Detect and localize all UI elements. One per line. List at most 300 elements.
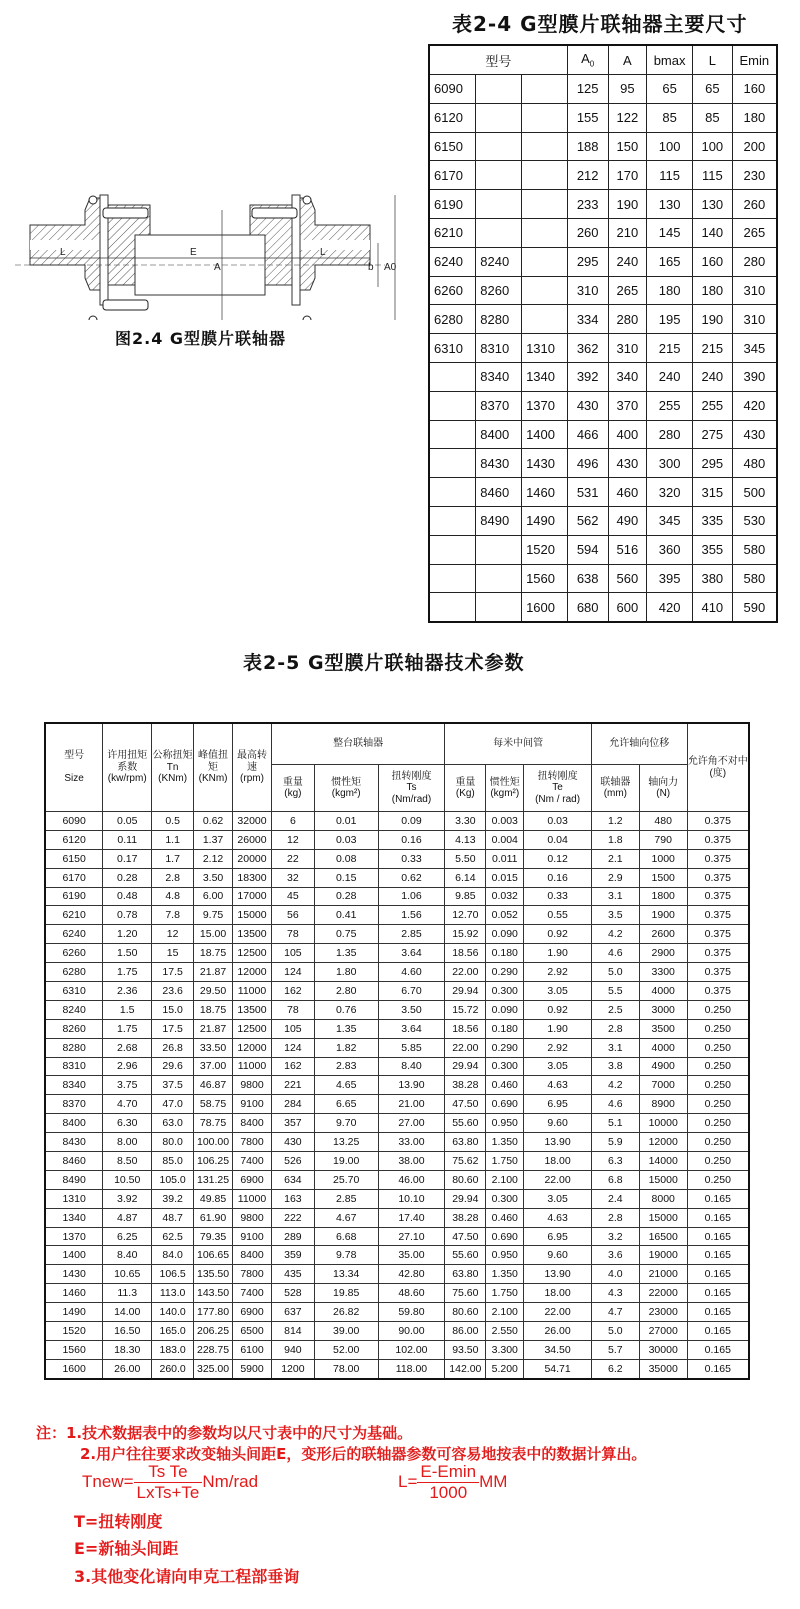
value-cell: 13.90 — [378, 1076, 445, 1095]
table-row — [429, 132, 777, 161]
size-cell — [522, 218, 568, 247]
table24-title: 表2-4 G型膜片联轴器主要尺寸 — [452, 12, 748, 36]
value-cell: 12000 — [233, 963, 272, 982]
size-cell — [476, 161, 522, 190]
header-a0: $A_0$ — [567, 45, 608, 75]
note-line-3: 3.其他变化请向申克工程部垂询 — [74, 1567, 300, 1586]
value-cell: 75.62 — [445, 1152, 486, 1171]
value-cell: 22.00 — [445, 963, 486, 982]
size-cell: 6310 — [429, 334, 476, 363]
value-cell: 15000 — [233, 906, 272, 925]
value-cell: 3.05 — [524, 1189, 592, 1208]
table-row — [45, 868, 749, 887]
value-cell: 30000 — [639, 1340, 687, 1359]
value-cell: 6.65 — [314, 1095, 378, 1114]
dimension-cell: 680 — [567, 593, 608, 622]
dimension-cell: 190 — [692, 305, 732, 334]
value-cell: 46.00 — [378, 1170, 445, 1189]
value-cell: 25.70 — [314, 1170, 378, 1189]
value-cell: 4.0 — [591, 1265, 639, 1284]
value-cell: 27.10 — [378, 1227, 445, 1246]
dimension-cell: 100 — [647, 132, 693, 161]
header-axial-coupling: 联轴器 (mm) — [591, 765, 639, 812]
value-cell: 0.250 — [687, 1076, 749, 1095]
value-cell: 12500 — [233, 944, 272, 963]
value-cell: 435 — [271, 1265, 314, 1284]
value-cell: 9100 — [233, 1227, 272, 1246]
size-cell: 1520 — [45, 1322, 103, 1341]
dimension-cell: 165 — [647, 247, 693, 276]
dimension-cell: 255 — [647, 391, 693, 420]
table-row — [45, 1095, 749, 1114]
value-cell: 3.30 — [445, 812, 486, 831]
value-cell: 1.35 — [314, 1019, 378, 1038]
value-cell: 2.36 — [103, 982, 152, 1001]
value-cell: 0.250 — [687, 1019, 749, 1038]
value-cell: 4.63 — [524, 1076, 592, 1095]
value-cell: 2.1 — [591, 849, 639, 868]
value-cell: 221 — [271, 1076, 314, 1095]
value-cell: 177.80 — [194, 1303, 233, 1322]
value-cell: 0.05 — [103, 812, 152, 831]
value-cell: 2.83 — [314, 1057, 378, 1076]
size-cell: 8370 — [476, 391, 522, 420]
value-cell: 2.8 — [591, 1208, 639, 1227]
dimension-cell: 390 — [732, 362, 777, 391]
value-cell: 5.1 — [591, 1114, 639, 1133]
value-cell: 21.00 — [378, 1095, 445, 1114]
value-cell: 38.00 — [378, 1152, 445, 1171]
table-row — [429, 535, 777, 564]
value-cell: 18.00 — [524, 1152, 592, 1171]
value-cell: 15000 — [639, 1208, 687, 1227]
value-cell: 9800 — [233, 1208, 272, 1227]
value-cell: 124 — [271, 963, 314, 982]
table-row — [45, 1246, 749, 1265]
value-cell: 0.015 — [486, 868, 524, 887]
value-cell: 206.25 — [194, 1322, 233, 1341]
value-cell: 45 — [271, 887, 314, 906]
value-cell: 0.165 — [687, 1189, 749, 1208]
dimension-cell: 380 — [692, 564, 732, 593]
dimension-cell: 345 — [647, 506, 693, 535]
value-cell: 140.0 — [152, 1303, 194, 1322]
value-cell: 6900 — [233, 1303, 272, 1322]
value-cell: 2.100 — [486, 1303, 524, 1322]
dimension-cell: 430 — [732, 420, 777, 449]
value-cell: 8400 — [233, 1114, 272, 1133]
value-cell: 6900 — [233, 1170, 272, 1189]
table-row — [45, 963, 749, 982]
value-cell: 5.50 — [445, 849, 486, 868]
dimension-cell: 430 — [608, 449, 647, 478]
value-cell: 162 — [271, 982, 314, 1001]
coupling-drawing — [0, 170, 400, 320]
table-row — [45, 944, 749, 963]
value-cell: 19.85 — [314, 1284, 378, 1303]
value-cell: 2.92 — [524, 1038, 592, 1057]
value-cell: 6100 — [233, 1340, 272, 1359]
size-cell — [522, 276, 568, 305]
value-cell: 4000 — [639, 982, 687, 1001]
dimension-cell: 230 — [732, 161, 777, 190]
value-cell: 80.60 — [445, 1170, 486, 1189]
value-cell: 93.50 — [445, 1340, 486, 1359]
value-cell: 2900 — [639, 944, 687, 963]
value-cell: 0.250 — [687, 1133, 749, 1152]
value-cell: 0.375 — [687, 925, 749, 944]
dim-l-right: L — [320, 247, 326, 258]
value-cell: 0.052 — [486, 906, 524, 925]
size-cell — [429, 391, 476, 420]
table-row — [45, 887, 749, 906]
value-cell: 102.00 — [378, 1340, 445, 1359]
size-cell — [429, 478, 476, 507]
table-row — [429, 420, 777, 449]
size-cell: 6150 — [45, 849, 103, 868]
dimension-cell: 280 — [608, 305, 647, 334]
header-torque-factor: 许用扭矩系数 (kw/rpm) — [103, 723, 152, 812]
value-cell: 100.00 — [194, 1133, 233, 1152]
size-cell — [429, 362, 476, 391]
dimension-cell: 115 — [692, 161, 732, 190]
value-cell: 0.165 — [687, 1265, 749, 1284]
size-cell: 1400 — [45, 1246, 103, 1265]
value-cell: 6.95 — [524, 1095, 592, 1114]
value-cell: 23.6 — [152, 982, 194, 1001]
value-cell: 106.25 — [194, 1152, 233, 1171]
size-cell: 8240 — [45, 1000, 103, 1019]
value-cell: 0.165 — [687, 1246, 749, 1265]
value-cell: 1.1 — [152, 830, 194, 849]
header-tube-stiffness: 扭转刚度 Te (Nm / rad) — [524, 765, 592, 812]
size-cell — [476, 535, 522, 564]
table-row — [45, 1019, 749, 1038]
value-cell: 1.80 — [314, 963, 378, 982]
value-cell: 80.60 — [445, 1303, 486, 1322]
value-cell: 3.6 — [591, 1246, 639, 1265]
technical-params-table — [44, 722, 750, 1380]
value-cell: 790 — [639, 830, 687, 849]
size-cell: 8280 — [476, 305, 522, 334]
value-cell: 0.165 — [687, 1322, 749, 1341]
value-cell: 0.950 — [486, 1114, 524, 1133]
value-cell: 8900 — [639, 1095, 687, 1114]
value-cell: 7800 — [233, 1133, 272, 1152]
value-cell: 5.9 — [591, 1133, 639, 1152]
size-cell: 6170 — [429, 161, 476, 190]
value-cell: 8.50 — [103, 1152, 152, 1171]
dimension-cell: 580 — [732, 564, 777, 593]
dimensions-table — [428, 44, 778, 623]
value-cell: 46.87 — [194, 1076, 233, 1095]
dimension-cell: 260 — [567, 218, 608, 247]
value-cell: 78 — [271, 925, 314, 944]
value-cell: 47.0 — [152, 1095, 194, 1114]
value-cell: 3.5 — [591, 906, 639, 925]
table-row — [429, 478, 777, 507]
dimension-cell: 95 — [608, 75, 647, 104]
value-cell: 19000 — [639, 1246, 687, 1265]
dimension-cell: 122 — [608, 103, 647, 132]
header-axial-force: 轴向力 (N) — [639, 765, 687, 812]
dimension-cell: 255 — [692, 391, 732, 420]
size-cell: 1430 — [45, 1265, 103, 1284]
dimension-cell: 190 — [608, 190, 647, 219]
value-cell: 1.82 — [314, 1038, 378, 1057]
value-cell: 0.09 — [378, 812, 445, 831]
header-whole-weight: 重量 (kg) — [271, 765, 314, 812]
value-cell: 10.65 — [103, 1265, 152, 1284]
dimension-cell: 150 — [608, 132, 647, 161]
value-cell: 18.00 — [524, 1284, 592, 1303]
value-cell: 4900 — [639, 1057, 687, 1076]
dimension-cell: 210 — [608, 218, 647, 247]
value-cell: 27000 — [639, 1322, 687, 1341]
value-cell: 143.50 — [194, 1284, 233, 1303]
table-row — [429, 218, 777, 247]
size-cell — [522, 190, 568, 219]
dimension-cell: 310 — [567, 276, 608, 305]
header-whole-inertia: 惯性矩 (kgm²) — [314, 765, 378, 812]
size-cell: 6310 — [45, 982, 103, 1001]
value-cell: 0.460 — [486, 1208, 524, 1227]
value-cell: 17.40 — [378, 1208, 445, 1227]
value-cell: 16500 — [639, 1227, 687, 1246]
dimension-cell: 180 — [692, 276, 732, 305]
value-cell: 131.25 — [194, 1170, 233, 1189]
value-cell: 1.37 — [194, 830, 233, 849]
value-cell: 0.180 — [486, 944, 524, 963]
size-cell — [429, 535, 476, 564]
dimension-cell: 310 — [608, 334, 647, 363]
table-row — [45, 1359, 749, 1378]
dimension-cell: 340 — [608, 362, 647, 391]
dimension-cell: 420 — [732, 391, 777, 420]
size-cell — [476, 75, 522, 104]
size-cell: 1310 — [522, 334, 568, 363]
dimension-cell: 212 — [567, 161, 608, 190]
table-row — [45, 1284, 749, 1303]
dimension-cell: 275 — [692, 420, 732, 449]
dimension-cell: 334 — [567, 305, 608, 334]
table25-header-row-1 — [45, 723, 749, 765]
value-cell: 118.00 — [378, 1359, 445, 1378]
header-l: L — [692, 45, 732, 75]
size-cell — [522, 247, 568, 276]
formula-tnew-fraction: $\frac{\text{Ts Te}}{\text{LxTs+Te}}$ — [134, 1462, 203, 1503]
value-cell: 0.460 — [486, 1076, 524, 1095]
table-row — [429, 449, 777, 478]
dimension-cell: 360 — [647, 535, 693, 564]
value-cell: 13.90 — [524, 1265, 592, 1284]
value-cell: 29.94 — [445, 982, 486, 1001]
value-cell: 0.16 — [378, 830, 445, 849]
table-row — [429, 75, 777, 104]
value-cell: 6500 — [233, 1322, 272, 1341]
value-cell: 814 — [271, 1322, 314, 1341]
value-cell: 4.8 — [152, 887, 194, 906]
value-cell: 23000 — [639, 1303, 687, 1322]
value-cell: 2.550 — [486, 1322, 524, 1341]
table-row — [45, 1133, 749, 1152]
size-cell: 1490 — [45, 1303, 103, 1322]
table-row — [429, 391, 777, 420]
value-cell: 105.0 — [152, 1170, 194, 1189]
table-row — [45, 906, 749, 925]
size-cell: 6240 — [429, 247, 476, 276]
value-cell: 35000 — [639, 1359, 687, 1378]
size-cell: 6120 — [429, 103, 476, 132]
value-cell: 1.50 — [103, 944, 152, 963]
value-cell: 0.33 — [524, 887, 592, 906]
value-cell: 7800 — [233, 1265, 272, 1284]
table-row — [45, 1152, 749, 1171]
value-cell: 29.94 — [445, 1189, 486, 1208]
value-cell: 7.8 — [152, 906, 194, 925]
value-cell: 6.3 — [591, 1152, 639, 1171]
size-cell: 6210 — [45, 906, 103, 925]
value-cell: 17.5 — [152, 963, 194, 982]
value-cell: 39.2 — [152, 1189, 194, 1208]
value-cell: 0.03 — [524, 812, 592, 831]
value-cell: 4.63 — [524, 1208, 592, 1227]
size-cell: 8400 — [45, 1114, 103, 1133]
table-row — [429, 247, 777, 276]
value-cell: 75.60 — [445, 1284, 486, 1303]
size-cell — [429, 506, 476, 535]
table-row — [45, 1057, 749, 1076]
value-cell: 0.62 — [378, 868, 445, 887]
table-row — [45, 1114, 749, 1133]
value-cell: 18.75 — [194, 1000, 233, 1019]
size-cell: 1370 — [45, 1227, 103, 1246]
size-cell — [476, 218, 522, 247]
size-cell: 6260 — [429, 276, 476, 305]
value-cell: 0.28 — [314, 887, 378, 906]
value-cell: 2.80 — [314, 982, 378, 1001]
value-cell: 0.250 — [687, 1114, 749, 1133]
value-cell: 3.92 — [103, 1189, 152, 1208]
dim-e: E — [190, 247, 197, 258]
dim-a: A — [214, 262, 221, 273]
dimension-cell: 590 — [732, 593, 777, 622]
header-tube-per-meter: 每米中间管 — [445, 723, 592, 765]
header-max-speed: 最高转速 (rpm) — [233, 723, 272, 812]
value-cell: 6.70 — [378, 982, 445, 1001]
value-cell: 6.95 — [524, 1227, 592, 1246]
table-row — [45, 1303, 749, 1322]
value-cell: 54.71 — [524, 1359, 592, 1378]
dimension-cell: 400 — [608, 420, 647, 449]
value-cell: 0.690 — [486, 1227, 524, 1246]
value-cell: 7400 — [233, 1284, 272, 1303]
value-cell: 4.2 — [591, 925, 639, 944]
value-cell: 0.165 — [687, 1303, 749, 1322]
value-cell: 15.0 — [152, 1000, 194, 1019]
value-cell: 62.5 — [152, 1227, 194, 1246]
value-cell: 18.30 — [103, 1340, 152, 1359]
dimension-cell: 580 — [732, 535, 777, 564]
value-cell: 1800 — [639, 887, 687, 906]
value-cell: 6.00 — [194, 887, 233, 906]
value-cell: 2.85 — [378, 925, 445, 944]
dimension-cell: 215 — [647, 334, 693, 363]
value-cell: 3.05 — [524, 982, 592, 1001]
dimension-cell: 233 — [567, 190, 608, 219]
size-cell: 6090 — [429, 75, 476, 104]
size-cell — [476, 564, 522, 593]
value-cell: 0.300 — [486, 1057, 524, 1076]
dimension-cell: 310 — [732, 305, 777, 334]
value-cell: 85.0 — [152, 1152, 194, 1171]
value-cell: 0.375 — [687, 849, 749, 868]
dimension-cell: 215 — [692, 334, 732, 363]
value-cell: 0.090 — [486, 1000, 524, 1019]
value-cell: 228.75 — [194, 1340, 233, 1359]
dimension-cell: 240 — [692, 362, 732, 391]
formula-l-fraction: $\frac{E-Emin}{1000}$ — [417, 1462, 479, 1503]
value-cell: 1200 — [271, 1359, 314, 1378]
value-cell: 4.60 — [378, 963, 445, 982]
dimension-cell: 265 — [732, 218, 777, 247]
formula-l: L= $\frac{E-Emin}{1000}$ MM — [398, 1462, 508, 1502]
dimension-cell: 160 — [692, 247, 732, 276]
value-cell: 3500 — [639, 1019, 687, 1038]
size-cell: 6170 — [45, 868, 103, 887]
dim-b: b — [368, 262, 374, 273]
size-cell: 1600 — [45, 1359, 103, 1378]
value-cell: 637 — [271, 1303, 314, 1322]
dimension-cell: 460 — [608, 478, 647, 507]
value-cell: 22.00 — [524, 1170, 592, 1189]
value-cell: 0.375 — [687, 887, 749, 906]
value-cell: 0.003 — [486, 812, 524, 831]
value-cell: 5.85 — [378, 1038, 445, 1057]
value-cell: 22000 — [639, 1284, 687, 1303]
size-cell: 1310 — [45, 1189, 103, 1208]
table-row — [45, 1340, 749, 1359]
value-cell: 14000 — [639, 1152, 687, 1171]
value-cell: 135.50 — [194, 1265, 233, 1284]
value-cell: 47.50 — [445, 1095, 486, 1114]
value-cell: 27.00 — [378, 1114, 445, 1133]
dimension-cell: 140 — [692, 218, 732, 247]
value-cell: 2.8 — [152, 868, 194, 887]
dimension-cell: 345 — [732, 334, 777, 363]
value-cell: 10.10 — [378, 1189, 445, 1208]
value-cell: 42.80 — [378, 1265, 445, 1284]
value-cell: 4.65 — [314, 1076, 378, 1095]
value-cell: 0.48 — [103, 887, 152, 906]
size-cell: 1460 — [45, 1284, 103, 1303]
header-peak-torque: 峰值扭矩 (KNm) — [194, 723, 233, 812]
value-cell: 0.375 — [687, 963, 749, 982]
size-cell — [429, 593, 476, 622]
dimension-cell: 315 — [692, 478, 732, 507]
dimension-cell: 600 — [608, 593, 647, 622]
value-cell: 37.5 — [152, 1076, 194, 1095]
value-cell: 38.28 — [445, 1208, 486, 1227]
value-cell: 0.08 — [314, 849, 378, 868]
value-cell: 59.80 — [378, 1303, 445, 1322]
value-cell: 2600 — [639, 925, 687, 944]
value-cell: 0.92 — [524, 925, 592, 944]
size-cell: 8240 — [476, 247, 522, 276]
table-row — [429, 593, 777, 622]
dimension-cell: 195 — [647, 305, 693, 334]
value-cell: 634 — [271, 1170, 314, 1189]
